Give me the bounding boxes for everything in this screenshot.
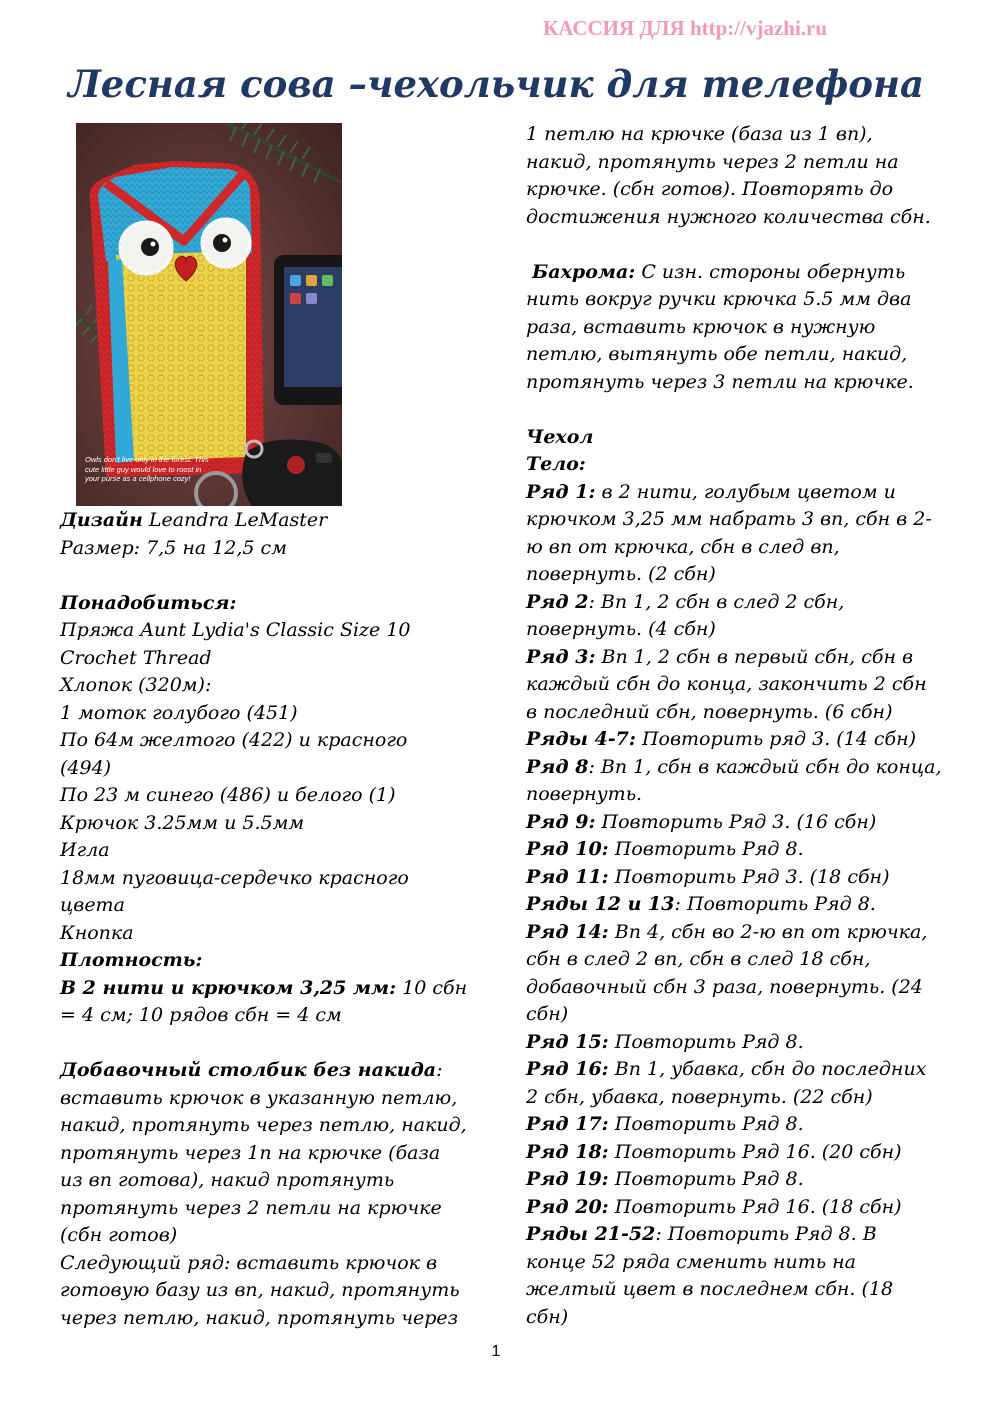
spacer [60,562,490,590]
fsc-heading: Добавочный столбик без накида: [60,1059,443,1081]
row-instruction-line: Ряд 11: Повторить Ряд 3. (18 сбн) [526,865,890,888]
fringe-line: нить вокруг ручки крючка 5.5 мм два [526,288,912,310]
fsc-line: протянуть через 1п на крючке (база [60,1141,441,1164]
row-label: Ряды 4-7: [526,728,636,750]
fsc-continued-line: 1 петлю на крючке (база из 1 вп), [526,123,873,145]
fringe-line: петлю, вытянуть обе петли, накид, [526,343,908,365]
row-instruction-line: ю вп от крючка, сбн в след вп, [526,535,840,558]
row-label: Ряд 9: [526,810,596,833]
rows-list [526,479,966,1332]
row-instruction-line: Ряды 4-7: Повторить ряд 3. (14 сбн) [526,728,917,750]
row-instruction-line: Ряд 16: Вп 1, убавка, сбн до последних [526,1058,927,1080]
designer-line [60,507,490,535]
site-watermark[interactable]: КАССИЯ ДЛЯ http://vjazhi.ru [543,16,828,40]
row-instruction-line: Ряд 1: в 2 нити, голубым цветом и [526,480,896,503]
body-heading: Тело: [526,453,586,475]
row-instruction-line: Ряды 12 и 13: Повторить Ряд 8. [526,893,876,915]
owl-cozy [90,161,264,477]
materials-line: Crochet Thread [60,646,212,669]
row-instruction-line: Ряд 9: Повторить Ряд 3. (16 сбн) [526,810,877,833]
row-instruction-line: повернуть. (4 сбн) [526,618,716,640]
row-label: Ряд 3: [526,645,596,668]
row-instruction-line: в последний сбн, повернуть. (6 сбн) [526,700,893,723]
row-label: Ряд 2 [526,590,589,613]
row-instruction-line: Ряд 8: Вп 1, сбн в каждый сбн до конца, [526,755,942,778]
row-label: Ряд 14: [526,920,609,943]
materials-line: По 64м желтого (422) и красного [60,729,408,751]
row-instruction-line: Ряд 10: Повторить Ряд 8. [526,838,804,860]
row-instruction-line: крючком 3,25 мм набрать 3 вп, сбн в 2- [526,508,932,530]
fsc-line: через петлю, накид, протянуть через [60,1306,459,1329]
row-instruction-line: Ряд 20: Повторить Ряд 16. (18 сбн) [526,1195,902,1218]
caption-line: Owls don't live only in the forest. This [85,455,209,464]
row-instruction-line: каждый сбн до конца, закончить 2 сбн [526,673,927,695]
fsc-line: (сбн готов) [60,1224,178,1246]
gauge-line: В 2 нити и крючком 3,25 мм: 10 сбн [60,976,468,999]
fringe-line: протянуть через 3 петли на крючке. [526,370,914,393]
materials-line: Пряжа Aunt Lydia's Classic Size 10 [60,619,411,641]
materials-line: Кнопка [60,921,134,944]
case-heading: Чехол [526,425,594,448]
size-line: Размер: 7,5 на 12,5 см [60,536,287,559]
fsc-continued-line: крючке. (сбн готов). Повторять до [526,178,894,200]
fringe-line: Бахрома: С изн. стороны обернуть [532,260,906,283]
caption-line: your purse as a cellphone cozy! [85,474,191,483]
row-instruction-line: Ряд 14: Вп 4, сбн во 2-ю вп от крючка, [526,920,928,943]
row-instruction-line: Ряд 15: Повторить Ряд 8. [526,1030,804,1053]
photo-caption [85,455,255,484]
materials-line: Игла [60,839,110,861]
row-instruction-line: конце 52 ряда сменить нить на [526,1250,856,1273]
row-label: Ряд 20: [526,1195,609,1218]
row-instruction-line: Ряд 19: Повторить Ряд 8. [526,1168,804,1190]
fsc-line: вставить крючок в указанную петлю, [60,1086,458,1109]
materials-line: 1 моток голубого (451) [60,701,298,724]
row-label: Ряд 8 [526,755,589,778]
row-instruction-line: повернуть. (2 сбн) [526,563,716,585]
row-instruction-line: Ряд 17: Повторить Ряд 8. [526,1113,804,1135]
designer-label: Дизайн [60,509,143,531]
right-column [526,121,966,1331]
fsc-line: протянуть через 2 петли на крючке [60,1196,442,1219]
spacer [526,231,966,259]
page-number: 1 [491,1343,501,1360]
row-label: Ряд 1: [526,480,596,503]
materials-line: По 23 м синего (486) и белого (1) [60,784,396,806]
left-column [60,507,490,1332]
row-label: Ряд 11: [526,865,609,888]
row-instruction-line: Ряд 2: Вп 1, 2 сбн в след 2 сбн, [526,590,845,613]
designer-value: Leandra LeMaster [148,509,328,531]
owl-left-eye-icon [120,222,172,274]
materials-line: 18мм пуговица-сердечко красного [60,866,409,889]
row-instruction-line: повернуть. [526,783,643,805]
materials-line: Крючок 3.25мм и 5.5мм [60,811,305,834]
materials-line: цвета [60,894,125,916]
spacer [60,1030,490,1058]
fsc-line: готовую базу из вп, накид, протянуть [60,1279,460,1301]
page-title: Лесная сова –чехольчик для телефона [68,62,924,106]
fsc-continued-line: накид, протянуть через 2 петли на [526,150,899,173]
row-instruction-line: сбн) [526,1305,569,1328]
fsc-continued-line: достижения нужного количества сбн. [526,205,931,228]
materials-line: (494) [60,756,112,779]
fsc-line: Следующий ряд: вставить крючок в [60,1251,438,1274]
row-instruction-line: Ряды 21-52: Повторить Ряд 8. В [526,1223,877,1245]
owl-right-eye-icon [202,219,250,267]
row-label: Ряд 18: [526,1140,609,1163]
row-label: Ряды 12 и 13 [526,893,675,915]
fsc-line: из вп готова), накид протянуть [60,1169,395,1191]
row-label: Ряд 16: [526,1058,609,1080]
row-instruction-line: сбн) [526,1003,569,1025]
row-instruction-line: 2 сбн, убавка, повернуть. (22 сбн) [526,1085,873,1108]
owl-cellphone-cozy-photo [76,123,342,506]
materials-line: Хлопок (320м): [60,674,212,696]
row-instruction-line: Ряд 18: Повторить Ряд 16. (20 сбн) [526,1140,902,1163]
materials-heading: Понадобиться: [60,591,237,614]
row-label: Ряд 15: [526,1030,609,1053]
gauge-heading: Плотность: [60,949,203,971]
row-instruction-line: Ряд 3: Вп 1, 2 сбн в первый сбн, сбн в [526,645,914,668]
row-instruction-line: сбн в след 2 вп, сбн в след 18 сбн, [526,948,871,970]
fsc-line: накид, протянуть через петлю, накид, [60,1114,467,1136]
cellphone-icon [274,255,342,405]
gauge-label: В 2 нити и крючком 3,25 мм: [60,976,397,999]
row-label: Ряд 17: [526,1113,609,1135]
row-label: Ряды 21-52 [526,1223,656,1245]
spacer [526,396,966,424]
fringe-line: раза, вставить крючок в нужную [526,315,876,338]
fringe-label: Бахрома: [532,260,636,283]
gauge-line: = 4 см; 10 рядов сбн = 4 см [60,1004,342,1026]
row-label: Ряд 10: [526,838,609,860]
row-instruction-line: желтый цвет в последнем сбн. (18 [526,1278,894,1300]
caption-line: cute little guy would love to roost in [85,464,202,474]
row-label: Ряд 19: [526,1168,609,1190]
row-instruction-line: добавочный сбн 3 раза, повернуть. (24 [526,975,923,998]
